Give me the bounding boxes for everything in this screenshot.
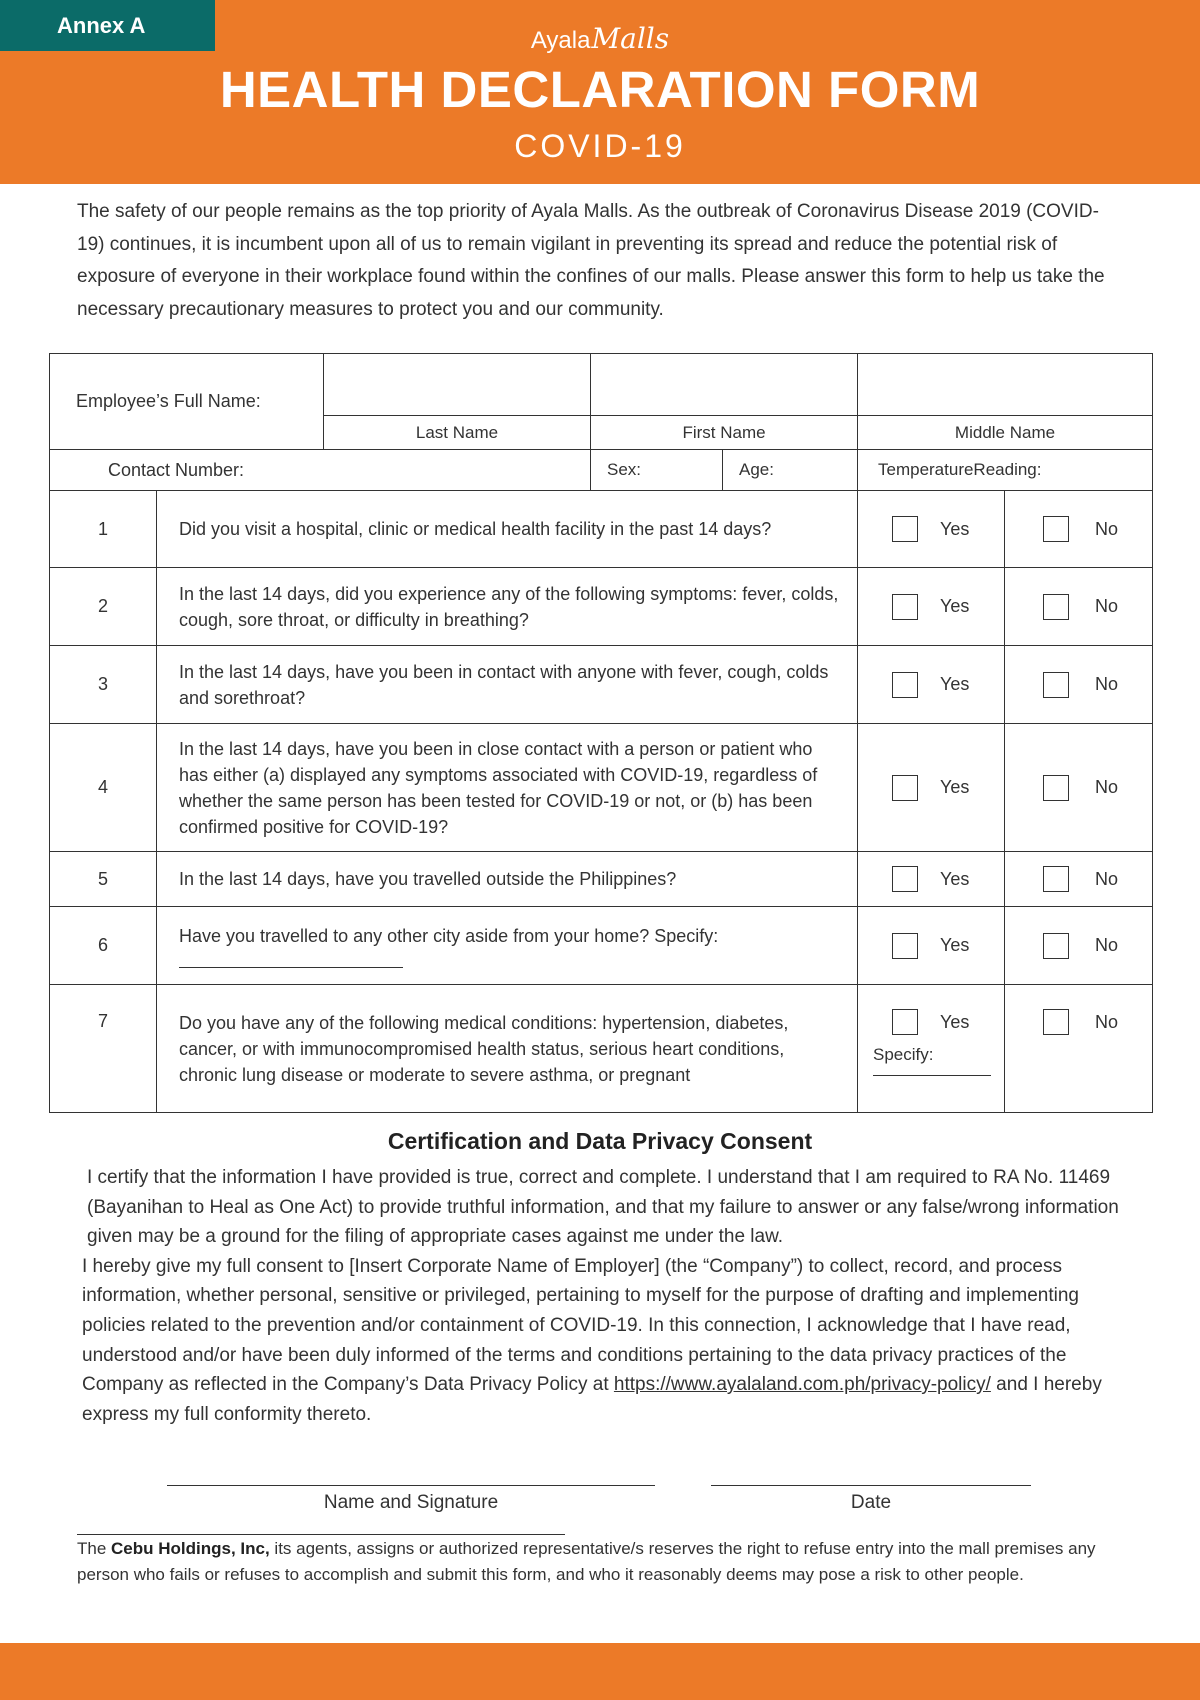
question-text: In the last 14 days, have you been in close contact with a person or patient who has either (a) displayed any symptoms associated with COVID-19, regardless of whether the same person has been tested for COVID-19 or not, or (b) has been confirmed positive for COVID-19? [157, 724, 858, 852]
no-checkbox[interactable] [1043, 594, 1069, 620]
age-label: Age: [739, 460, 774, 479]
consent-text-end: and I hereby express my full conformity thereto. [82, 1374, 1102, 1425]
name-signature-line[interactable] [167, 1485, 655, 1486]
question-number: 6 [50, 907, 157, 985]
yes-label: Yes [940, 518, 970, 539]
specify-label: Specify: [873, 1045, 934, 1064]
logo-ayala-text: Ayala [530, 27, 591, 54]
certification-paragraph-1: I certify that the information I have provided is true, correct and complete. I understand that I am required to RA No. 11469 (Bayanihan to Heal as One Act) to provide truthful information, and that my failure to answer or any false/wrong information given may be a ground for the filing of appropriate cases against me under the law. [87, 1167, 1119, 1248]
annex-label: Annex A [0, 0, 215, 51]
yes-option[interactable] [858, 568, 1005, 646]
question-row [50, 646, 1153, 724]
question-number: 7 [50, 985, 157, 1113]
disclaimer-text [77, 1536, 1117, 1588]
sex-field[interactable] [591, 450, 723, 491]
no-checkbox[interactable] [1043, 866, 1069, 892]
yes-label: Yes [940, 935, 970, 955]
disclaimer-body: its agents, assigns or authorized representative/s reserves the right to refuse entry into the mall premises any person who fails or refuses to accomplish and submit this form, and who it reasonably deems may pose a risk to other people. [77, 1539, 1096, 1584]
certification-title: Certification and Data Privacy Consent [387, 1128, 813, 1154]
temperature-label: TemperatureReading: [878, 460, 1042, 479]
yes-label: Yes [940, 596, 970, 616]
date-label: Date [850, 1492, 892, 1513]
question-number: 5 [50, 852, 157, 907]
yes-option[interactable] [858, 724, 1005, 852]
consent-text: I hereby give my full consent to [Insert Corporate Name of Employer] (the “Company”) to collect, record, and process information, whether personal, sensitive or privileged, pertaining to myself for the purpose of drafting and implementing policies related to the prevention and/or containment of COVID-19. In this connection, I acknowledge that I have read, understood and/or have been duly informed of the terms and conditions pertaining to the data privacy practices of the Company as reflected in the Company’s Data Privacy Policy at [82, 1255, 1079, 1396]
sex-label: Sex: [607, 460, 642, 479]
yes-option[interactable] [858, 646, 1005, 724]
question-cell [157, 907, 858, 985]
privacy-policy-link[interactable]: https://www.ayalaland.com.ph/privacy-policy/ [613, 1374, 991, 1396]
footer-banner [0, 1643, 1200, 1700]
no-option[interactable] [1005, 491, 1153, 568]
no-label: No [1095, 674, 1119, 694]
question-text: In the last 14 days, have you travelled outside the Philippines? [157, 852, 858, 907]
first-name-field[interactable] [591, 354, 858, 416]
no-checkbox[interactable] [1043, 933, 1069, 959]
temperature-field[interactable] [858, 450, 1153, 491]
yes-label: Yes [940, 1011, 970, 1032]
certification-text [82, 1163, 1122, 1429]
yes-checkbox[interactable] [892, 1009, 918, 1035]
first-name-caption: First Name [591, 416, 858, 450]
yes-option[interactable] [858, 491, 1005, 568]
question-row [50, 491, 1153, 568]
question-text: Did you visit a hospital, clinic or medical health facility in the past 14 days? [157, 491, 858, 568]
no-checkbox[interactable] [1043, 1009, 1069, 1035]
yes-checkbox[interactable] [892, 775, 918, 801]
question-row [50, 907, 1153, 985]
question-text: In the last 14 days, did you experience any of the following symptoms: fever, colds, cough, sore throat, or difficulty in breathing? [157, 568, 858, 646]
question-number: 1 [50, 491, 157, 568]
no-label: No [1095, 777, 1119, 797]
date-line[interactable] [711, 1485, 1031, 1486]
question-number: 4 [50, 724, 157, 852]
last-name-field[interactable] [324, 354, 591, 416]
question-text: In the last 14 days, have you been in contact with anyone with fever, cough, colds and sorethroat? [157, 646, 858, 724]
yes-checkbox[interactable] [892, 672, 918, 698]
no-option[interactable] [1005, 568, 1153, 646]
company-name: Cebu Holdings, Inc, [111, 1539, 270, 1558]
no-option[interactable] [1005, 907, 1153, 985]
yes-checkbox[interactable] [892, 866, 918, 892]
contact-number-label: Contact Number: [108, 459, 245, 480]
no-option[interactable] [1005, 985, 1153, 1113]
specify-city-field[interactable] [179, 957, 403, 968]
header-banner [0, 0, 1200, 184]
age-field[interactable] [723, 450, 858, 491]
yes-label: Yes [940, 674, 970, 694]
disclaimer-prefix: The [77, 1539, 112, 1558]
question-text: Do you have any of the following medical conditions: hypertension, diabetes, cancer, or with immunocompromised health status, serious heart conditions, chronic lung disease or moderate to severe asthma, or pregnant [157, 985, 858, 1113]
yes-label: Yes [940, 868, 970, 889]
no-checkbox[interactable] [1043, 775, 1069, 801]
yes-option[interactable] [858, 985, 1005, 1113]
yes-option[interactable] [858, 852, 1005, 907]
question-row [50, 985, 1153, 1113]
question-row [50, 568, 1153, 646]
no-label: No [1095, 596, 1119, 616]
question-row [50, 852, 1153, 907]
no-label: No [1095, 935, 1119, 955]
contact-number-field[interactable] [50, 450, 591, 491]
no-option[interactable] [1005, 852, 1153, 907]
no-checkbox[interactable] [1043, 672, 1069, 698]
logo-malls-text: Malls [591, 22, 670, 55]
question-text: Have you travelled to any other city aside from your home? Specify: [179, 926, 719, 946]
middle-name-field[interactable] [858, 354, 1153, 416]
yes-checkbox[interactable] [892, 516, 918, 542]
no-option[interactable] [1005, 646, 1153, 724]
separator-line [77, 1534, 565, 1535]
name-signature-label: Name and Signature [323, 1492, 499, 1513]
ayala-malls-logo [0, 22, 1200, 55]
no-label: No [1095, 518, 1119, 539]
intro-paragraph: The safety of our people remains as the top priority of Ayala Malls. As the outbreak of Coronavirus Disease 2019 (COVID-19) continues, it is incumbent upon all of us to remain vigilant in preventing its spread and reduce the potential risk of exposure of everyone in their workplace found within the confines of our malls. Please answer this form to help us take the necessary precautionary measures to protect you and our community. [77, 201, 1105, 320]
yes-label: Yes [940, 777, 970, 797]
page-title: HEALTH DECLARATION FORM [219, 61, 981, 118]
no-label: No [1095, 1011, 1119, 1032]
no-label: No [1095, 868, 1119, 889]
yes-option[interactable] [858, 907, 1005, 985]
declaration-table [49, 353, 1153, 1113]
last-name-caption: Last Name [324, 416, 591, 450]
specify-condition-field[interactable] [873, 1075, 991, 1076]
page-subtitle: COVID-19 [514, 128, 686, 164]
middle-name-caption: Middle Name [858, 416, 1153, 450]
question-row [50, 724, 1153, 852]
full-name-label: Employee’s Full Name: [50, 354, 324, 450]
no-checkbox[interactable] [1043, 516, 1069, 542]
yes-checkbox[interactable] [892, 933, 918, 959]
yes-checkbox[interactable] [892, 594, 918, 620]
no-option[interactable] [1005, 724, 1153, 852]
question-number: 3 [50, 646, 157, 724]
certification-paragraph-2 [82, 1252, 1122, 1430]
question-number: 2 [50, 568, 157, 646]
